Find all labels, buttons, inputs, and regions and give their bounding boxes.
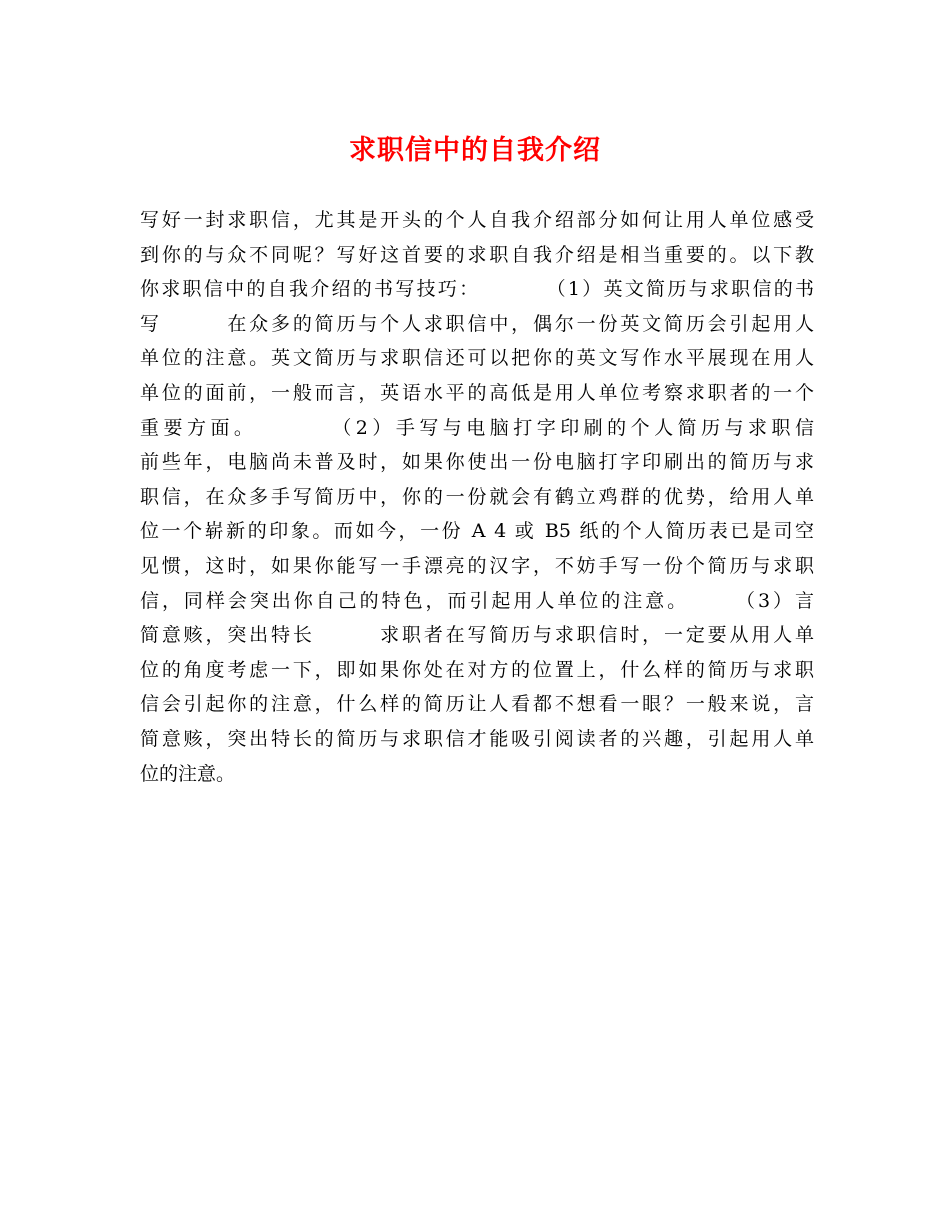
body-paragraph (140, 203, 814, 791)
document-title: 求职信中的自我介绍 (349, 135, 601, 166)
body-line: 信会引起你的注意，什么样的简历让人看都不想看一眼？一般来说，言 (140, 693, 814, 716)
body-line: 简意赅，突出特长的简历与求职信才能吸引阅读者的兴趣，引起用人单 (140, 727, 814, 750)
body-line: 见惯，这时，如果你能写一手漂亮的汉字，不妨手写一份个简历与求职 (140, 554, 814, 577)
body-line: 前些年，电脑尚未普及时，如果你使出一份电脑打字印刷出的简历与求 (140, 451, 814, 474)
body-line: 写 在众多的简历与个人求职信中，偶尔一份英文简历会引起用人 (140, 312, 814, 335)
body-line: 单位的面前，一般而言，英语水平的高低是用人单位考察求职者的一个 (140, 381, 814, 404)
body-line: 职信，在众多手写简历中，你的一份就会有鹤立鸡群的优势，给用人单 (140, 485, 814, 508)
body-line: 你求职信中的自我介绍的书写技巧： （1）英文简历与求职信的书 (140, 278, 814, 301)
body-line: 信，同样会突出你自己的特色，而引起用人单位的注意。 （3）言 (140, 589, 814, 612)
body-line: 到你的与众不同呢？写好这首要的求职自我介绍是相当重要的。以下教 (140, 243, 814, 266)
body-line-last: 位的注意。 (140, 762, 236, 785)
body-line: 重要方面。 （2）手写与电脑打字印刷的个人简历与求职信 (140, 416, 814, 439)
body-line: 位一个崭新的印象。而如今，一份 A 4 或 B5 纸的个人简历表已是司空 (140, 520, 814, 543)
body-line: 写好一封求职信，尤其是开头的个人自我介绍部分如何让用人单位感受 (140, 209, 814, 231)
body-line: 位的角度考虑一下，即如果你处在对方的位置上，什么样的简历与求职 (140, 658, 814, 681)
body-line: 单位的注意。英文简历与求职信还可以把你的英文写作水平展现在用人 (140, 347, 814, 370)
body-line: 简意赅，突出特长 求职者在写简历与求职信时，一定要从用人单 (140, 624, 814, 647)
